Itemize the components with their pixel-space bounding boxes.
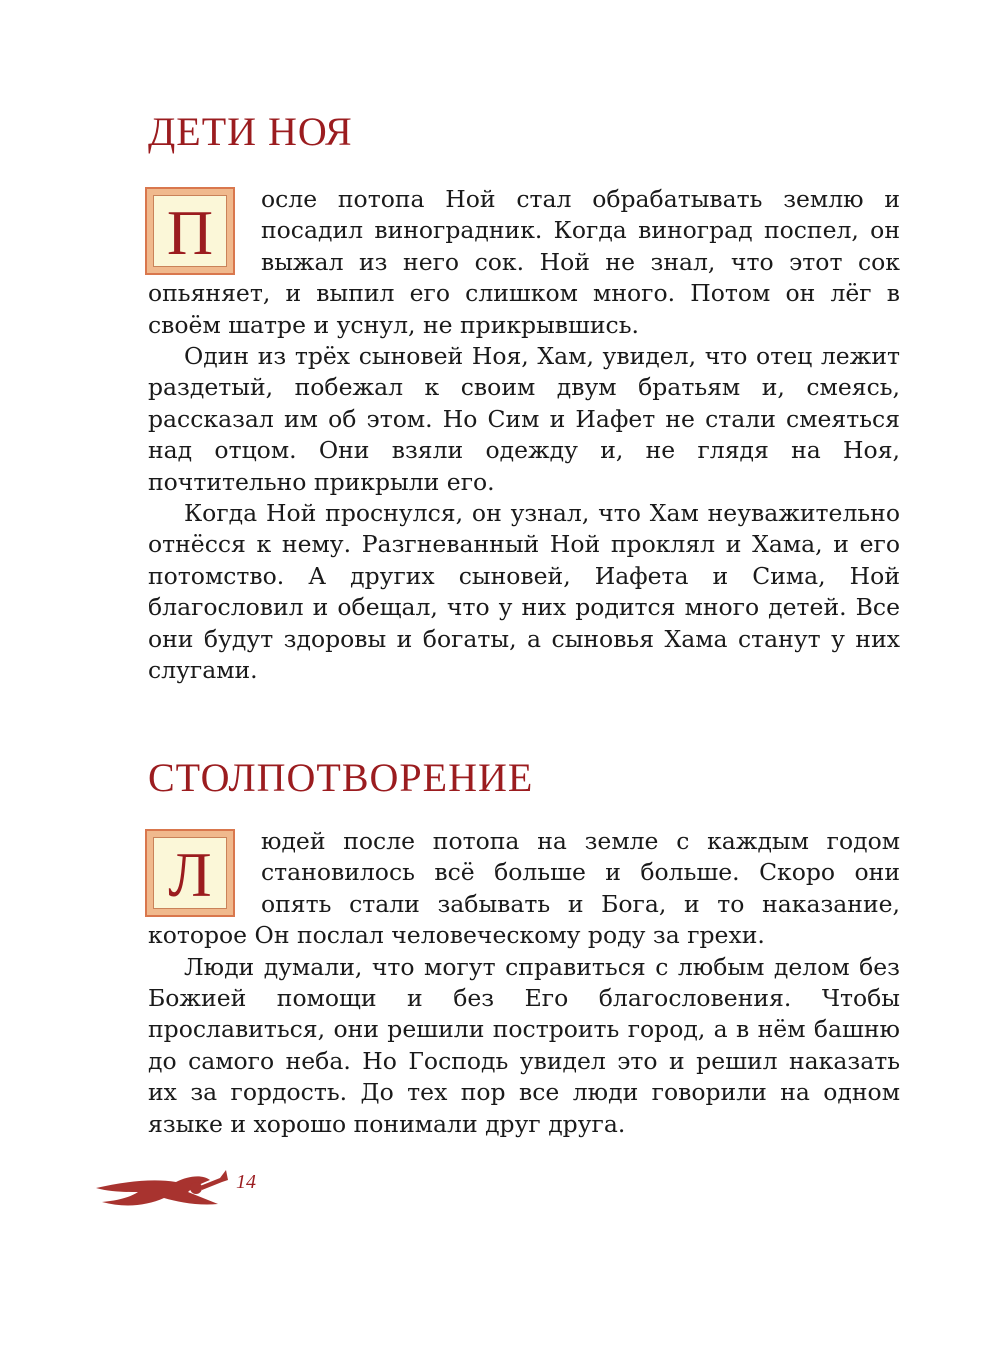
trumpeting-angel-icon — [92, 1166, 292, 1226]
paragraph: осле потопа Ной стал обрабатывать землю и посадил виноградник. Когда виноград поспел, он выжал из него сок. Ной не знал, что этот сок опьяняет, и выпил его слишком много. Потом он лёг в своём шатре и уснул, не прикрывшись. — [148, 185, 900, 339]
section-stolpotvorenie — [148, 754, 900, 1140]
paragraph: юдей после потопа на земле с каждым годом становилось всё больше и больше. Скоро они опять стали забывать и Бога, и то наказание, которое Он послал человеческому роду за грехи. — [148, 827, 900, 950]
drop-cap-frame — [145, 187, 235, 275]
drop-cap-frame — [145, 829, 235, 917]
page-number: 14 — [236, 1171, 256, 1193]
section-title: СТОЛПОТВОРЕНИЕ — [148, 755, 534, 800]
section-title: ДЕТИ НОЯ — [148, 109, 353, 154]
paragraph: Один из трёх сыновей Ноя, Хам, увидел, что отец лежит раздетый, побежал к своим двум братьям и, смеясь, рассказал им об этом. Но Сим и Иафет не стали смеяться над отцом. Они взяли одежду и, не глядя на Ноя, почтительно прикрыли его. — [148, 342, 900, 496]
drop-cap-letter: П — [153, 195, 227, 267]
paragraph: Когда Ной проснулся, он узнал, что Хам неуважительно отнёсся к нему. Разгневанный Ной проклял и Хама, и его потомство. А других сыновей, Иафета и Сима, Ной благословил и обещал, что у них родится много детей. Все они будут здоровы и богаты, а сыновья Хама станут у них слугами. — [148, 499, 900, 685]
drop-cap-letter: Л — [153, 837, 227, 909]
section-text — [148, 184, 900, 687]
section-deti-noya — [148, 108, 900, 687]
paragraph: Люди думали, что могут справиться с любым делом без Божией помощи и без Его благословения. Чтобы прославиться, они решили построить город, а в нём башню до самого неба. Но Господь увидел это и решил наказать их за гордость. До тех пор все люди говорили на одном языке и хорошо понимали друг друга. — [148, 952, 900, 1138]
section-text — [148, 826, 900, 1140]
